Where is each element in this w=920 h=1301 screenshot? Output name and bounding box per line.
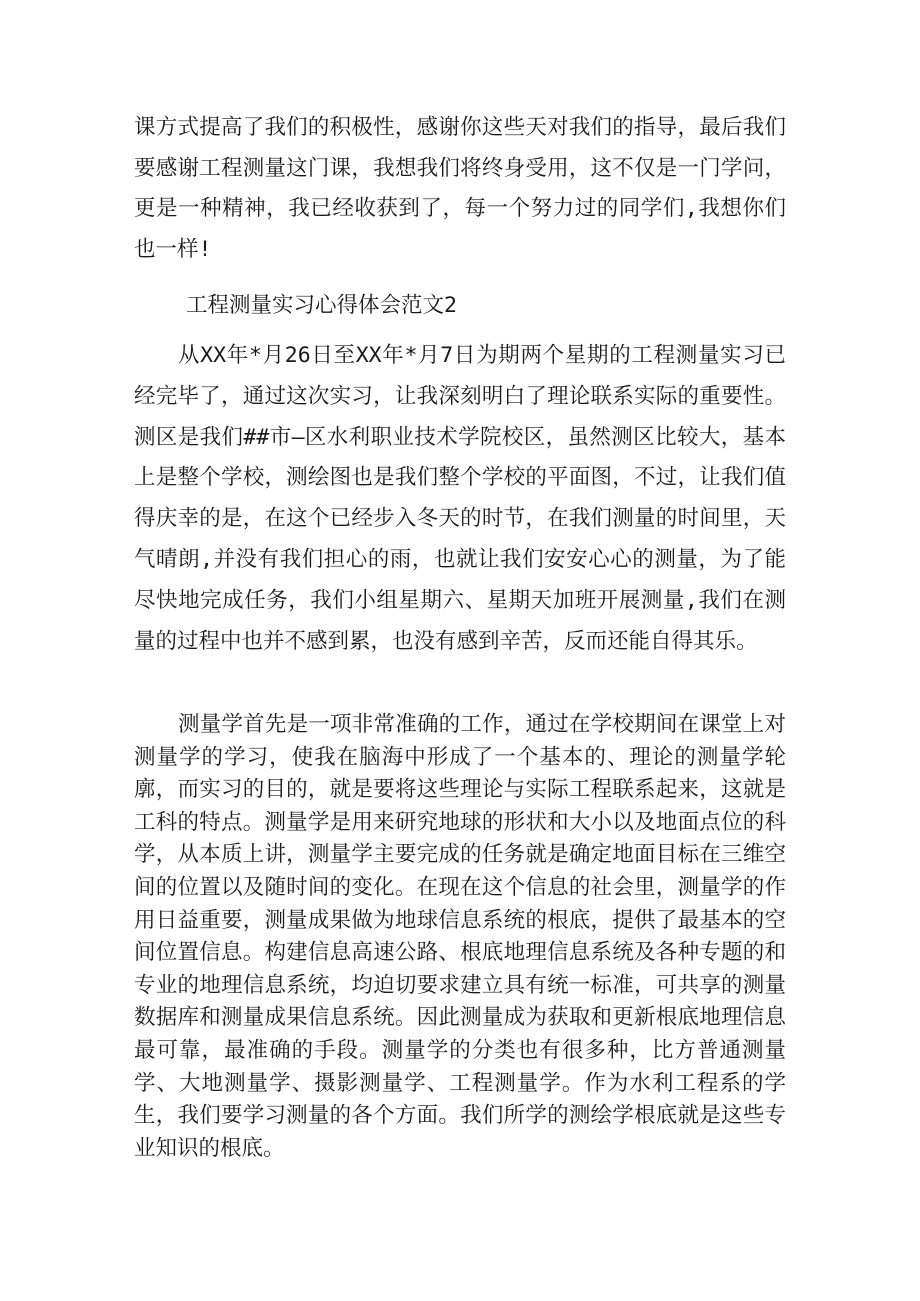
paragraph-continued: 课方式提高了我们的积极性，感谢你这些天对我们的指导，最后我们要感谢工程测量这门课，我想我们将终身受用，这不仅是一门学问，更是一种精神，我已经收获到了，每一个努力过的同学们,我想你们也一样! (134, 115, 786, 262)
paragraph-surveying: 测量学首先是一项非常准确的工作，通过在学校期间在课堂上对测量学的学习，使我在脑海中形成了一个基本的、理论的测量学轮廓，而实习的目的，就是要将这些理论与实际工程联系起来，这就是工科的特点。测量学是用来研究地球的形状和大小以及地面点位的科学，从本质上讲，测量学主要完成的任务就是确定地面目标在三维空间的位置以及随时间的变化。在现在这个信息的社会里，测量学的作用日益重要，测量成果做为地球信息系统的根底，提供了最基本的空间位置信息。构建信息高速公路、根底地理信息系统及各种专题的和专业的地理信息系统，均迫切要求建立具有统一标准，可共享的测量数据库和测量成果信息系统。因此测量成为获取和更新根底地理信息最可靠，最准确的手段。测量学的分类也有很多种，比方普通测量学、大地测量学、摄影测量学、工程测量学。作为水利工程系的学生，我们要学习测量的各个方面。我们所学的测绘学根底就是这些专业知识的根底。 (134, 712, 786, 1161)
section-heading: 工程测量实习心得体会范文2 (186, 293, 457, 318)
paragraph-intro: 从XX年*月26日至XX年*月7日为期两个星期的工程测量实习已经完毕了，通过这次实习，让我深刻明白了理论联系实际的重要性。测区是我们##市—区水利职业技术学院校区，虽然测区比较大，基本上是整个学校，测绘图也是我们整个学校的平面图，不过，让我们值得庆幸的是，在这个已经步入冬天的时节，在我们测量的时间里，天气晴朗,并没有我们担心的雨，也就让我们安安心心的测量，为了能尽快地完成任务，我们小组星期六、星期天加班开展测量,我们在测量的过程中也并不感到累，也没有感到辛苦，反而还能自得其乐。 (134, 343, 786, 654)
